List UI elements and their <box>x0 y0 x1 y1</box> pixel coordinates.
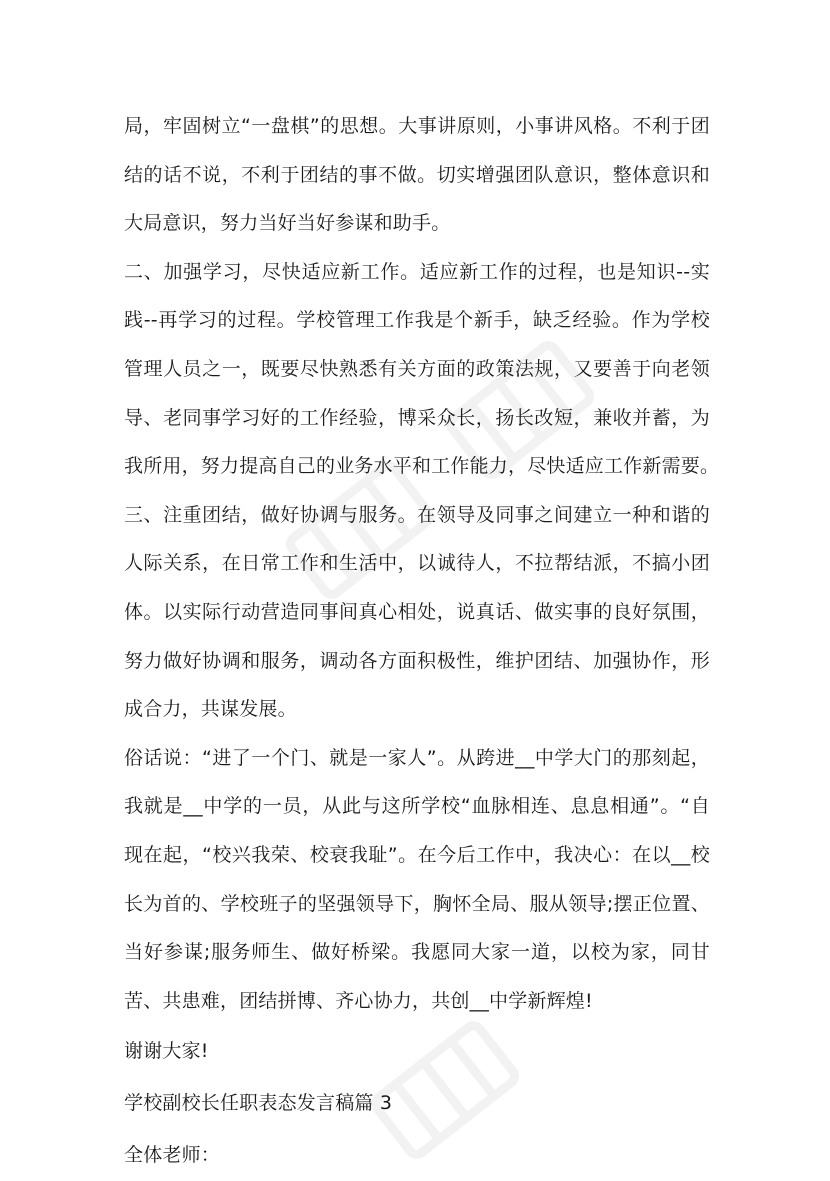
text-line-1: 局，牢固树立“一盘棋”的思想。大事讲原则，小事讲风格。不利于团 <box>124 115 710 137</box>
text-line-19: 苦、共患难，团结拼博、齐心协力，共创__中学新辉煌! <box>124 989 593 1012</box>
text-line-10: 人际关系，在日常工作和生活中，以诚待人，不拉帮结派，不搞小团 <box>124 552 710 575</box>
text-line-3: 大局意识，努力当好当好参谋和助手。 <box>124 212 451 235</box>
text-line-8: 我所用，努力提高自己的业务水平和工作能力，尽快适应工作新需要。 <box>124 455 720 478</box>
text-line-5: 践--再学习的过程。学校管理工作我是个新手，缺乏经验。作为学校 <box>124 309 710 332</box>
section-heading: 学校副校长任职表态发言稿篇 3 <box>124 1092 393 1115</box>
text-line-15: 我就是__中学的一员，从此与这所学校“血脉相连、息息相通”。“自 <box>124 795 710 818</box>
text-line-2: 结的话不说，不利于团结的事不做。切实增强团队意识，整体意识和 <box>124 163 710 186</box>
text-line-18: 当好参谋;服务师生、做好桥梁。我愿同大家一道，以校为家，同甘 <box>124 941 710 964</box>
text-line-6: 管理人员之一，既要尽快熟悉有关方面的政策法规，又要善于向老领 <box>124 357 710 380</box>
text-line-20: 谢谢大家! <box>124 1040 209 1063</box>
text-line-9: 三、注重团结，做好协调与服务。在领导及同事之间建立一种和谐的 <box>124 503 710 526</box>
text-line-13: 成合力，共谋发展。 <box>124 698 297 721</box>
text-line-12: 努力做好协调和服务，调动各方面积极性，维护团结、加强协作，形 <box>124 649 710 672</box>
salutation: 全体老师： <box>124 1144 221 1167</box>
document-body <box>124 102 720 1181</box>
text-line-14: 俗话说：“进了一个门、就是一家人”。从跨进__中学大门的那刻起， <box>124 746 710 769</box>
text-line-4: 二、加强学习，尽快适应新工作。适应新工作的过程，也是知识--实 <box>124 260 710 283</box>
text-line-16: 现在起，“校兴我荣、校衰我耻”。在今后工作中，我决心：在以__校 <box>124 843 710 866</box>
text-line-11: 体。以实际行动营造同事间真心相处，说真话、做实事的良好氛围， <box>124 600 710 623</box>
text-line-7: 导、老同事学习好的工作经验，博采众长，扬长改短，兼收并蓄，为 <box>124 406 710 429</box>
text-line-17: 长为首的、学校班子的坚强领导下，胸怀全局、服从领导;摆正位置、 <box>124 892 710 915</box>
